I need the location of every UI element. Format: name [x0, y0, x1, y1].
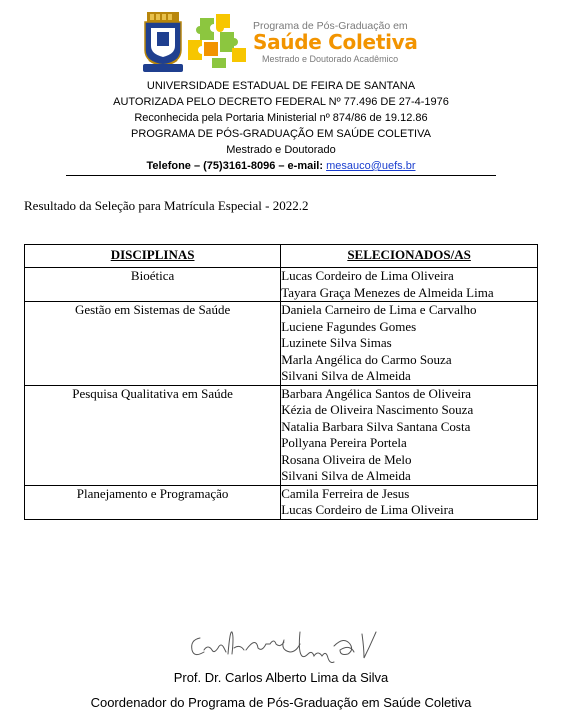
authorization-line: AUTORIZADA PELO DECRETO FEDERAL Nº 77.496 DE 27-4-1976 — [113, 96, 449, 108]
selected-name: Kézia de Oliveira Nascimento Souza — [281, 402, 474, 417]
university-name: UNIVERSIDADE ESTADUAL DE FEIRA DE SANTANA — [146, 80, 416, 92]
discipline-cell: Gestão em Sistemas de Saúde — [25, 302, 281, 386]
selected-name: Luciene Fagundes Gomes — [281, 318, 417, 334]
selection-title: Resultado da Seleção para Matrícula Especial - 2022.2 — [24, 198, 309, 213]
program-brand-name: Saúde Coletiva — [253, 30, 418, 54]
discipline-cell: Planejamento e Programação — [25, 485, 281, 519]
table-row — [25, 268, 538, 302]
header-disciplinas: DISCIPLINAS — [25, 245, 281, 268]
selected-name: Daniela Carneiro de Lima e Carvalho — [281, 302, 477, 317]
program-title: Programa de Pós-Graduação em — [253, 20, 408, 32]
selected-name: Natalia Barbara Silva Santana Costa — [281, 418, 471, 434]
email-link[interactable]: mesauco@uefs.br — [326, 160, 416, 172]
table-row — [25, 485, 538, 519]
table-row — [25, 302, 538, 386]
selected-cell — [281, 485, 538, 519]
contact-prefix: Telefone – (75)3161-8096 – e-mail: — [146, 160, 327, 172]
results-table — [24, 244, 538, 520]
selected-cell — [281, 268, 538, 302]
puzzle-logo — [186, 12, 250, 70]
selected-name: Pollyana Pereira Portela — [281, 435, 407, 450]
program-subtitle: Mestrado e Doutorado Acadêmico — [262, 54, 399, 64]
degree-line: Mestrado e Doutorado — [226, 144, 336, 156]
contact-line — [20, 158, 542, 174]
header-selecionados: SELECIONADOS/AS — [281, 245, 538, 268]
selected-name: Barbara Angélica Santos de Oliveira — [281, 385, 472, 401]
selected-cell — [281, 302, 538, 386]
header-divider — [66, 175, 496, 176]
selected-cell — [281, 385, 538, 485]
selected-name: Silvani Silva de Almeida — [281, 368, 411, 383]
program-name-line: PROGRAMA DE PÓS-GRADUAÇÃO EM SAÚDE COLETIVA — [131, 128, 431, 140]
selected-name: Rosana Oliveira de Melo — [281, 451, 412, 467]
selected-name: Camila Ferreira de Jesus — [281, 485, 410, 501]
table-row — [25, 385, 538, 485]
discipline-cell: Pesquisa Qualitativa em Saúde — [25, 385, 281, 485]
signatory-name: Prof. Dr. Carlos Alberto Lima da Silva — [173, 670, 389, 685]
selected-name: Tayara Graça Menezes de Almeida Lima — [281, 284, 494, 300]
signatory-role: Coordenador do Programa de Pós-Graduação em Saúde Coletiva — [90, 695, 472, 710]
selected-name: Lucas Cordeiro de Lima Oliveira — [281, 268, 454, 283]
selected-name: Silvani Silva de Almeida — [281, 468, 411, 483]
selected-name: Lucas Cordeiro de Lima Oliveira — [281, 502, 454, 517]
selected-name: Luzinete Silva Simas — [281, 335, 392, 350]
uefs-seal-logo — [139, 12, 187, 74]
discipline-cell: Bioética — [25, 268, 281, 302]
recognition-line: Reconhecida pela Portaria Ministerial nº 874/86 de 19.12.86 — [134, 112, 428, 124]
table-header-row — [25, 245, 538, 268]
handwritten-signature — [184, 620, 394, 668]
selected-name: Marla Angélica do Carmo Souza — [281, 351, 452, 367]
